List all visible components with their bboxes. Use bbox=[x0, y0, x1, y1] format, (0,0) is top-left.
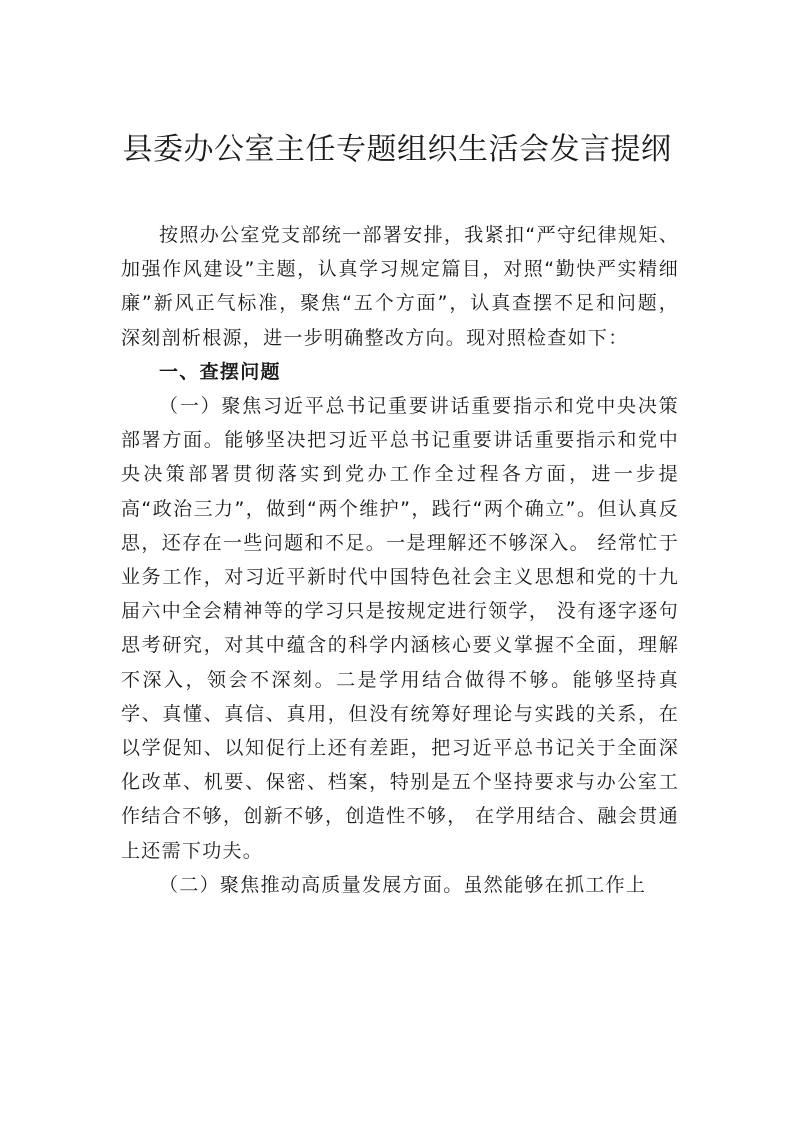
document-body bbox=[121, 218, 679, 902]
body-paragraph: （一）聚焦习近平总书记重要讲话重要指示和党中央决策部署方面。能够坚决把习近平总书记重要讲话重要指示和党中央决策部署贯彻落实到党办工作全过程各方面，进一步提高“政治三力”，做到“两个维护”，践行“两个确立”。但认真反思，还存在一些问题和不足。一是理解还不够深入。 经常忙于业务工作，对习近平新时代中国特色社会主义思想和党的十九届六中全会精神等的学习只是按规定进行领学， 没有逐字逐句思考研究，对其中蕴含的科学内涵核心要义掌握不全面，理解不深入，领会不深刻。二是学用结合做得不够。能够坚持真学、真懂、真信、真用，但没有统筹好理论与实践的关系，在以学促知、以知促行上还有差距，把习近平总书记关于全面深化改革、机要、保密、档案，特别是五个坚持要求与办公室工作结合不够，创新不够，创造性不够， 在学用结合、融会贯通上还需下功夫。 bbox=[121, 395, 679, 862]
body-paragraph: （二）聚焦推动高质量发展方面。虽然能够在抓工作上 bbox=[159, 873, 647, 896]
section-heading: 一、查摆问题 bbox=[159, 360, 281, 383]
intro-paragraph: 按照办公室党支部统一部署安排，我紧扣“严守纪律规矩、加强作风建设”主题，认真学习规定篇目，对照“勤快严实精细廉”新风正气标准，聚焦“五个方面”，认真查摆不足和问题，深刻剖析根源，进一步明确整改方向。现对照检查如下： bbox=[121, 224, 679, 349]
document-title: 县委办公室主任专题组织生活会发言提纲 bbox=[122, 132, 672, 167]
